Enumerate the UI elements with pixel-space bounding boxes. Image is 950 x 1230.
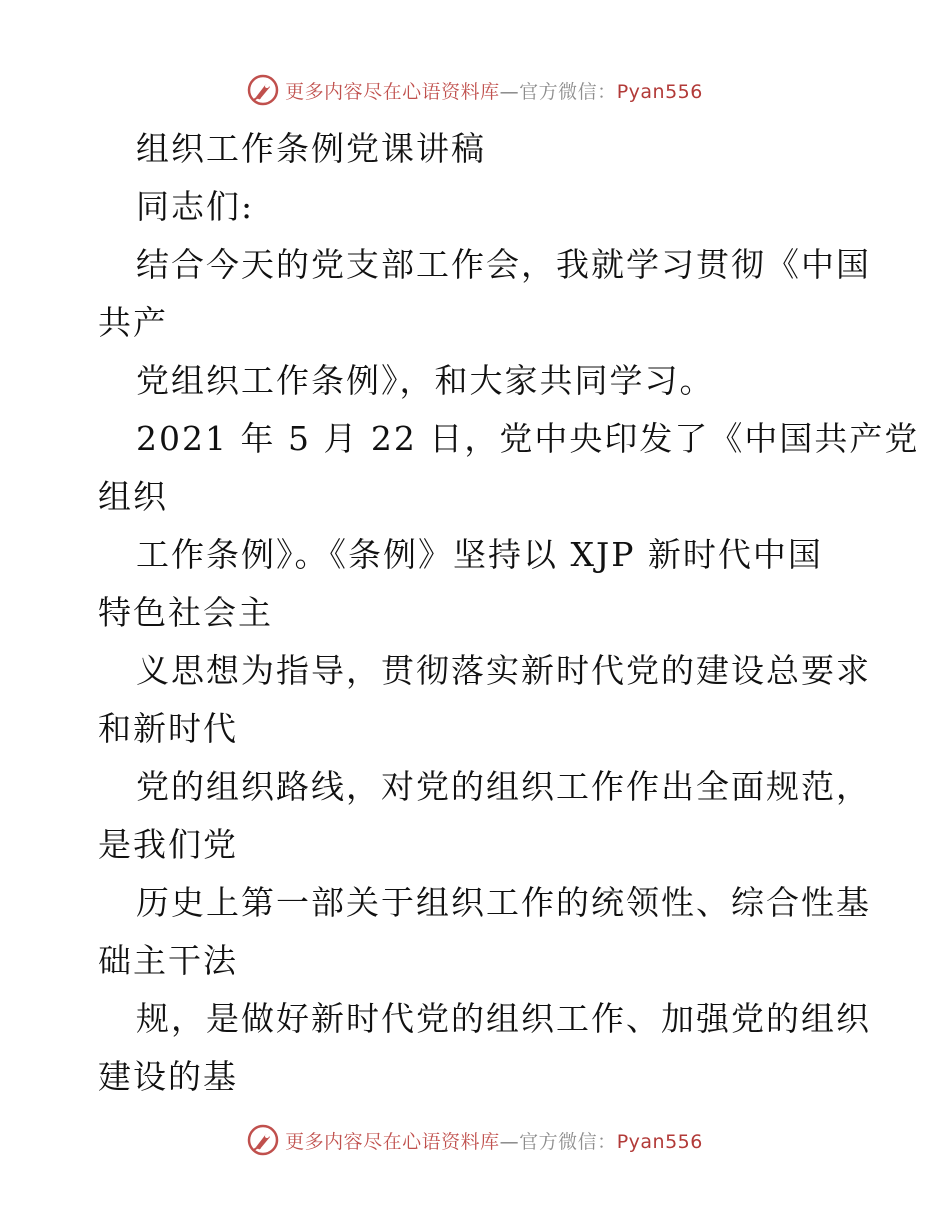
pen-nib-logo-icon (247, 1124, 279, 1156)
document-line: 规，是做好新时代党的组织工作、加强党的组织 (136, 999, 871, 1038)
document-line: 建设的基 (98, 1057, 238, 1096)
pen-nib-logo-icon (247, 74, 279, 106)
footer-banner-text (285, 1127, 703, 1154)
header-banner-inner (247, 74, 703, 106)
footer-banner-contact-label: 官方微信： (519, 1130, 617, 1153)
footer-banner-separator: — (499, 1130, 520, 1153)
document-line: 和新时代 (98, 709, 238, 748)
document-title: 组织工作条例党课讲稿 (136, 129, 486, 168)
document-line: 义思想为指导，贯彻落实新时代党的建设总要求 (136, 651, 871, 690)
document-line: 组织 (98, 477, 168, 516)
document-body (98, 120, 920, 1106)
document-line: 结合今天的党支部工作会，我就学习贯彻《中国 (136, 245, 871, 284)
header-banner-text (285, 77, 703, 104)
document-line: 历史上第一部关于组织工作的统领性、综合性基 (136, 883, 871, 922)
document-line: 党组织工作条例》，和大家共同学习。 (136, 361, 715, 400)
header-banner-contact-label: 官方微信： (519, 80, 617, 103)
footer-banner-inner (247, 1124, 703, 1156)
document-line: 是我们党 (98, 825, 238, 864)
header-banner-wechat-id: Pyan556 (616, 80, 703, 103)
footer-banner (0, 1120, 950, 1160)
document-line: 党的组织路线，对党的组织工作作出全面规范， (136, 767, 871, 806)
document-line: 同志们: (136, 187, 255, 226)
footer-banner-wechat-id: Pyan556 (616, 1130, 703, 1153)
header-banner-main: 更多内容尽在心语资料库 (285, 80, 500, 103)
document-line: 2021 年 5 月 22 日，党中央印发了《中国共产党 (136, 419, 920, 458)
footer-banner-main: 更多内容尽在心语资料库 (285, 1130, 500, 1153)
document-line: 工作条例》。《条例》坚持以 XJP 新时代中国 (136, 535, 823, 574)
header-banner-separator: — (499, 80, 520, 103)
document-line: 特色社会主 (98, 593, 273, 632)
document-line: 础主干法 (98, 941, 238, 980)
document-line: 共产 (98, 303, 168, 342)
header-banner (0, 70, 950, 110)
